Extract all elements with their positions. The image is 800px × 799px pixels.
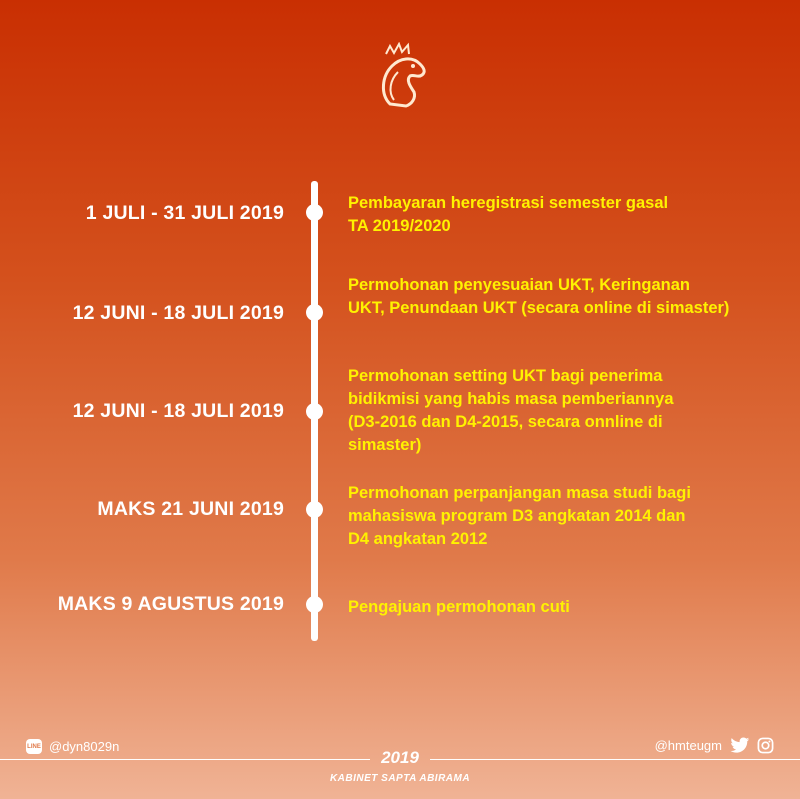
footer-cabinet-name: KABINET SAPTA ABIRAMA (329, 773, 471, 784)
timeline-dot (306, 596, 323, 613)
description-line: Permohonan setting UKT bagi penerima (348, 367, 663, 385)
timeline-date: 1 JULI - 31 JULI 2019 (85, 202, 284, 224)
description-line: mahasiswa program D3 angkatan 2014 dan (348, 507, 686, 525)
timeline-date: MAKS 9 AGUSTUS 2019 (57, 593, 284, 615)
line-id: @dyn8029n (49, 739, 120, 754)
timeline-date: MAKS 21 JUNI 2019 (97, 498, 284, 520)
timeline-description (348, 482, 788, 551)
description-line: Permohonan perpanjangan masa studi bagi (348, 484, 691, 502)
description-line: Permohonan penyesuaian UKT, Keringanan (348, 276, 690, 294)
timeline-date: 12 JUNI - 18 JULI 2019 (72, 400, 284, 422)
description-line: Pembayaran heregistrasi semester gasal (348, 194, 669, 212)
line-app-icon: LINE (26, 739, 42, 754)
description-line: Pengajuan permohonan cuti (348, 598, 570, 616)
description-line: (D3-2016 dan D4-2015, secara onnline di (348, 413, 663, 431)
timeline-dot (306, 204, 323, 221)
timeline-description (348, 365, 788, 457)
timeline-description (348, 192, 788, 238)
description-line: TA 2019/2020 (348, 217, 451, 235)
description-line: bidikmisi yang habis masa pemberiannya (348, 390, 674, 408)
social-handle: @hmteugm (654, 738, 722, 753)
timeline-description (348, 596, 788, 619)
description-line: UKT, Penundaan UKT (secara online di simaster) (348, 299, 730, 317)
timeline-dot (306, 304, 323, 321)
description-line: simaster) (348, 436, 422, 454)
timeline-dot (306, 403, 323, 420)
description-line: D4 angkatan 2012 (348, 530, 488, 548)
timeline-date: 12 JUNI - 18 JULI 2019 (72, 302, 284, 324)
footer-year: 2019 (381, 748, 419, 767)
horse-head-logo (372, 42, 430, 110)
timeline-description (348, 274, 788, 320)
timeline-dot (306, 501, 323, 518)
